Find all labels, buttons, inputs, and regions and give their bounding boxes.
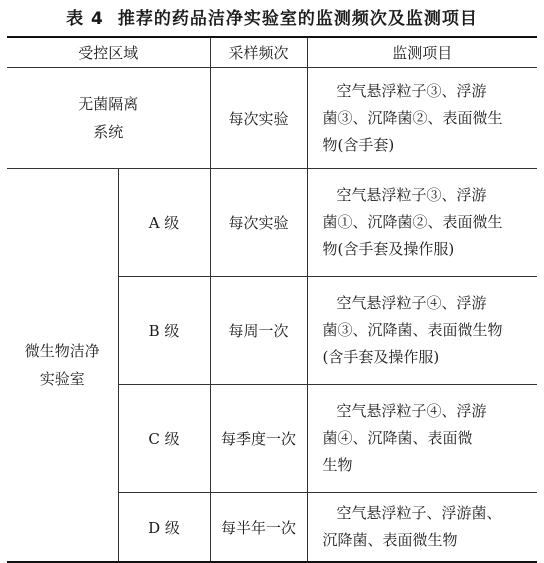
monitoring-table [7,36,537,563]
items-line: 空气悬浮粒子④、浮游 [336,294,487,312]
items-cell [307,493,537,563]
zone-cell-cleanroom [7,169,118,563]
items-line: 空气悬浮粒子③、浮游 [336,186,487,204]
header-monitoring-items: 监测项目 [307,37,537,68]
frequency-cell: 每周一次 [210,277,307,385]
grade-cell: A 级 [118,169,210,277]
items-line: 空气悬浮粒子、浮游菌、 [336,504,502,522]
zone-cell-isolator [7,68,210,169]
zone-label: 微生物洁净 [24,342,100,360]
items-line: 物(含手套) [322,135,395,154]
table-caption [0,4,544,29]
grade-cell: D 级 [118,493,210,563]
items-line: 沉降菌、表面微生物 [322,531,458,549]
items-line: 菌③、沉降菌②、表面微生 [322,108,503,127]
items-line: 菌④、沉降菌、表面微 [322,429,473,447]
table-number: 表 4 [66,9,104,29]
zone-label: 系统 [93,123,124,141]
table-row [7,169,537,277]
frequency-cell: 每半年一次 [210,493,307,563]
zone-label: 实验室 [39,370,85,388]
frequency-cell: 每次实验 [210,68,307,169]
items-cell [307,385,537,493]
header-controlled-area: 受控区域 [7,37,210,68]
header-row [7,37,537,68]
items-cell [307,169,537,277]
items-line: 菌①、沉降菌②、表面微生 [322,213,503,231]
items-cell [307,277,537,385]
items-cell [307,68,537,169]
header-sampling-frequency: 采样频次 [210,37,307,68]
items-line: 生物 [322,456,353,474]
items-line: (含手套及操作服) [322,348,440,366]
items-line: 菌③、沉降菌、表面微生物 [322,321,503,339]
table-row [7,68,537,169]
table-title: 推荐的药品洁净实验室的监测频次及监测项目 [117,9,478,29]
grade-cell: B 级 [118,277,210,385]
zone-label: 无菌隔离 [78,95,139,113]
items-line: 空气悬浮粒子③、浮游 [336,81,487,100]
grade-cell: C 级 [118,385,210,493]
items-line: 空气悬浮粒子④、浮游 [336,402,487,420]
frequency-cell: 每季度一次 [210,385,307,493]
items-line: 物(含手套及操作服) [322,240,455,258]
frequency-cell: 每次实验 [210,169,307,277]
